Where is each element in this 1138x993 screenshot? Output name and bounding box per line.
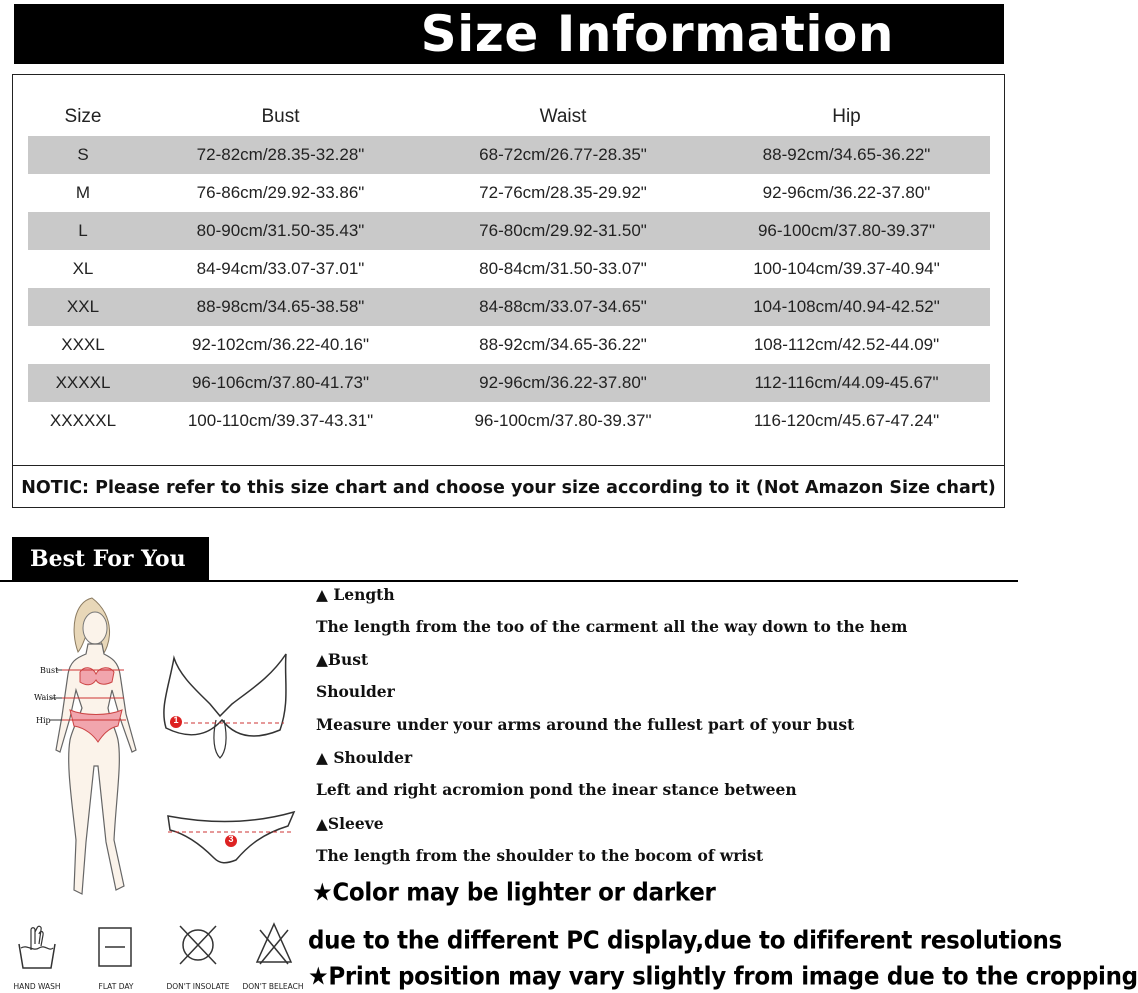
table-row [28, 288, 990, 326]
cell-waist: 72-76cm/28.35-29.92" [479, 183, 647, 202]
cell-hip: 88-92cm/34.65-36.22" [703, 136, 990, 174]
cell-bust: 100-110cm/39.37-43.31" [187, 411, 374, 430]
instruction-shoulder-text: Left and right acromion pond the inear stance between [316, 780, 797, 799]
bottom-marker-number: 3 [228, 834, 234, 844]
cell-bust: 84-94cm/33.07-37.01" [196, 259, 365, 278]
table-row [28, 212, 990, 250]
note-print-position: ★Print position may vary slightly from image due to the cropping [308, 963, 1138, 992]
column-header-size: Size [64, 106, 102, 127]
cell-bust: 88-98cm/34.65-38.58" [138, 288, 423, 326]
cell-bust: 92-102cm/36.22-40.16" [191, 335, 370, 354]
bust-label: Bust [40, 666, 59, 675]
table-header-row [28, 98, 990, 136]
size-notice: NOTIC: Please refer to this size chart and choose your size according to it (Not Amazon Size chart) [12, 465, 1005, 509]
instruction-sleeve-heading: ▲Sleeve [316, 814, 384, 833]
cell-size: XL [72, 259, 94, 278]
cell-hip: 108-112cm/42.52-44.09" [753, 335, 940, 354]
cell-hip: 112-116cm/44.09-45.67" [703, 364, 990, 402]
cell-bust: 72-82cm/28.35-32.28" [138, 136, 423, 174]
title-bar [14, 4, 1004, 64]
do-not-bleach-label: DON'T BELEACH [242, 982, 304, 991]
cell-hip: 104-108cm/40.94-42.52" [703, 288, 990, 326]
cell-waist: 76-80cm/29.92-31.50" [423, 212, 703, 250]
cell-size: XXXXXL [49, 411, 117, 430]
cell-bust: 96-106cm/37.80-41.73" [138, 364, 423, 402]
hand-wash-icon [15, 922, 59, 972]
best-for-you-tab: Best For You [12, 537, 209, 581]
cell-waist: 96-100cm/37.80-39.37" [474, 411, 652, 430]
size-table [28, 98, 990, 440]
head-shape [83, 612, 107, 644]
instruction-sleeve-text: The length from the shoulder to the bocom of wrist [316, 846, 764, 865]
column-header-waist: Waist [539, 106, 587, 127]
cell-waist: 92-96cm/36.22-37.80" [423, 364, 703, 402]
flat-dry-icon [97, 924, 135, 970]
cell-size: XXXXL [28, 364, 138, 402]
table-row [28, 326, 990, 364]
note-color: ★Color may be lighter or darker [312, 879, 716, 908]
page-title: Size Information [420, 5, 894, 63]
cell-size: S [28, 136, 138, 174]
instruction-bust-heading: ▲Bust [316, 650, 369, 669]
table-row [28, 174, 990, 212]
instruction-length-text: The length from the too of the carment all the way down to the hem [316, 617, 908, 636]
cell-size: XXL [28, 288, 138, 326]
do-not-tumble-icon [176, 922, 220, 968]
cell-size: L [28, 212, 138, 250]
instruction-length-heading: ▲ Length [316, 585, 395, 604]
cell-size: XXXL [61, 335, 105, 354]
cell-waist: 88-92cm/34.65-36.22" [479, 335, 647, 354]
cell-bust: 76-86cm/29.92-33.86" [196, 183, 365, 202]
column-header-hip: Hip [832, 106, 861, 127]
section-divider [0, 580, 1018, 582]
instruction-bust-text: Measure under your arms around the fullest part of your bust [316, 715, 855, 734]
cell-hip: 96-100cm/37.80-39.37" [703, 212, 990, 250]
hip-label: Hip [36, 716, 51, 725]
bra-marker-number: 1 [173, 715, 179, 725]
column-header-bust: Bust [261, 106, 300, 127]
table-row [28, 250, 990, 288]
cell-hip: 116-120cm/45.67-47.24" [753, 411, 940, 430]
table-row [28, 402, 990, 440]
instruction-shoulder-heading: ▲ Shoulder [316, 748, 413, 767]
cell-waist: 84-88cm/33.07-34.65" [423, 288, 703, 326]
cell-bust: 80-90cm/31.50-35.43" [138, 212, 423, 250]
do-not-tumble-label: DON'T INSOLATE [166, 982, 230, 991]
cell-waist: 80-84cm/31.50-33.07" [479, 259, 647, 278]
cell-hip: 100-104cm/39.37-40.94" [753, 259, 940, 278]
cell-waist: 68-72cm/26.77-28.35" [423, 136, 703, 174]
model-figure-illustration [0, 590, 310, 920]
waist-label: Waist [34, 693, 57, 702]
flat-dry-label: FLAT DAY [98, 982, 134, 991]
cell-size: M [75, 183, 91, 202]
table-row [28, 364, 990, 402]
do-not-bleach-icon [254, 920, 294, 968]
cell-hip: 92-96cm/36.22-37.80" [762, 183, 931, 202]
hand-wash-label: HAND WASH [13, 982, 61, 991]
table-row [28, 136, 990, 174]
body-outline [56, 644, 136, 894]
instruction-shoulder-sub: Shoulder [316, 682, 395, 701]
note-display: due to the different PC display,due to dififerent resolutions [308, 927, 1062, 956]
